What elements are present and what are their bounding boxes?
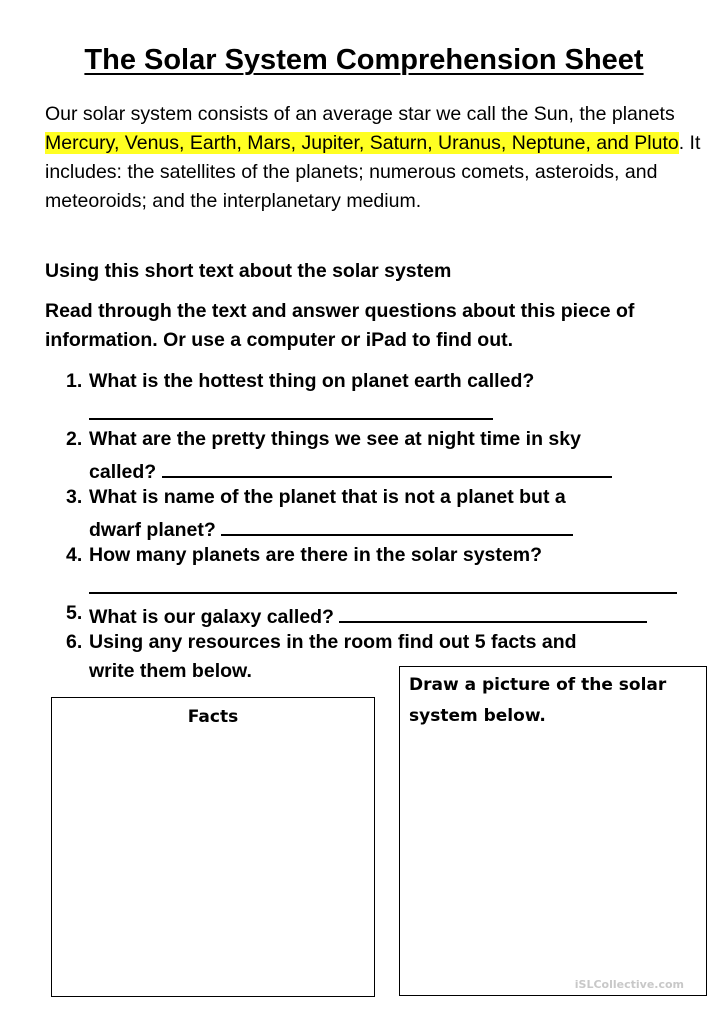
question-text: What are the pretty things we see at night time in sky (89, 428, 581, 450)
question-number: 1. (66, 370, 83, 392)
facts-label: Facts (187, 707, 239, 727)
answer-line-3[interactable] (221, 512, 573, 536)
question-text: Using any resources in the room find out 5 facts and (89, 631, 577, 653)
question-text: What is the hottest thing on planet earth called? (89, 370, 535, 392)
highlighted-planets: Mercury, Venus, Earth, Mars, Jupiter, Saturn, Uranus, Neptune, and Pluto (45, 132, 679, 154)
question-text-continued: called? (89, 461, 157, 483)
question-text: What is name of the planet that is not a planet but a (89, 486, 566, 508)
intro-text-end: . It includes: the satellites of the planets; numerous comets, asteroids, and meteoroids; and the interplanetary medium. (45, 132, 701, 212)
question-number: 3. (66, 486, 83, 508)
intro-paragraph (45, 100, 705, 216)
answer-line-2[interactable] (162, 454, 612, 478)
drawing-label-line-1: Draw a picture of the solar (409, 675, 667, 695)
question-text: What is our galaxy called? (89, 599, 647, 632)
question-number: 2. (66, 428, 83, 450)
question-number: 5. (66, 602, 83, 624)
answer-line-5[interactable] (339, 599, 647, 623)
question-text-continued: dwarf planet? (89, 519, 216, 541)
instruction-heading: Using this short text about the solar system (45, 260, 452, 282)
question-6-line-2: write them below. (89, 660, 252, 682)
intro-text-start: Our solar system consists of an average star we call the Sun, the planets (45, 103, 675, 125)
page-title: The Solar System Comprehension Sheet (84, 44, 644, 76)
question-text: How many planets are there in the solar system? (89, 544, 542, 566)
question-number: 6. (66, 631, 83, 653)
drawing-label-line-2: system below. (409, 706, 546, 726)
question-number: 4. (66, 544, 83, 566)
watermark: iSLCollective.com (574, 978, 684, 991)
instruction-text: Read through the text and answer questions about this piece of information. Or use a computer or iPad to find out. (45, 300, 635, 351)
facts-box[interactable] (51, 697, 375, 997)
